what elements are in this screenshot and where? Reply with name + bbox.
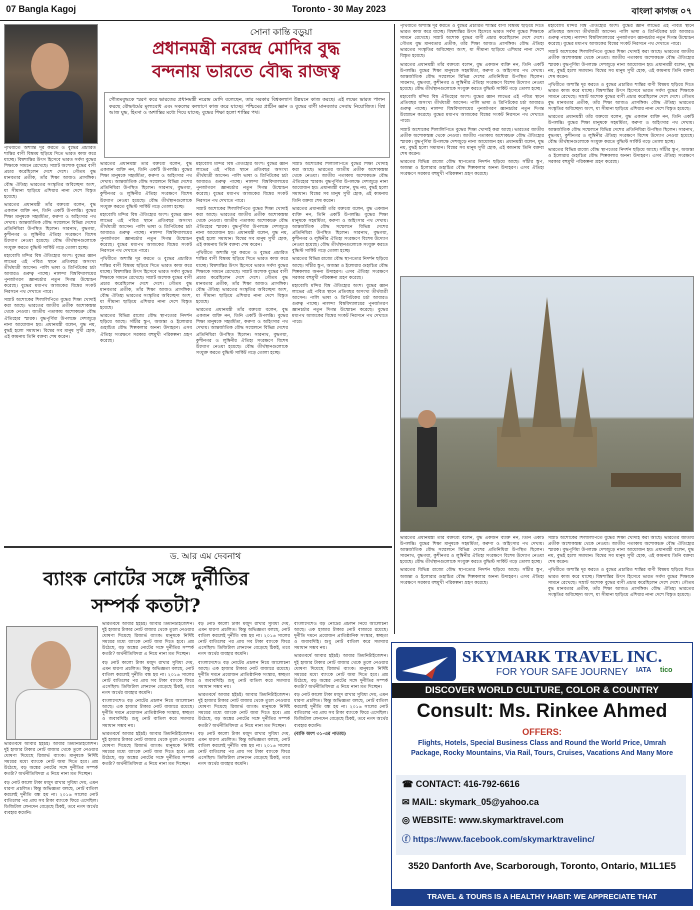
temple-small-spire-left: [501, 367, 521, 437]
page-number-left: 07 Bangla Kagoj: [6, 4, 77, 14]
facebook-row[interactable]: ⓕ https://www.facebook.com/skymarktravelinc/: [402, 834, 595, 844]
person-head: [418, 410, 436, 428]
article2-headline: [6, 566, 286, 620]
author2-photo: [6, 626, 98, 740]
temple-photo: [400, 276, 694, 532]
ad-banner: DISCOVER WORLD CULTURE, COLOR & COUNTRY: [392, 683, 692, 698]
headline-line-2: বন্দনায় ভারতে বৌদ্ধ রাজত্ব: [152, 62, 340, 82]
article-col-4: সম্রাট অশোকের শিলালিপিতে বুদ্ধের শিক্ষা খোদাই করা আছে। ভারতের জাতীয় প্রতীক অশোকস্তম্ভ থেকে নেওয়া। জাতীয় পতাকায় অশোকচক্র বৌদ্ধ ঐতিহ্যের স্মারক। বুদ্ধপূর্ণিমা উপলক্ষে দেশজুড়ে নানা আয়োজন হয়। প্রধানমন্ত্রী বলেন, যুদ্ধ নয়, বুদ্ধই হলো সমাধান। বিশ্বের সব মানুষ সুখী হোক, এই কামনায় তিনি বক্তব্য শেষ করেন। ভারতের প্রধানমন্ত্রী তাঁর বক্তব্যে বলেন, বুদ্ধ একজন ব্যক্তি নন, তিনি একটি উপলব্ধি। বুদ্ধের শিক্ষা মানুষকে সহমর্মিতা, করুণা ও অহিংসার পথ দেখায়। আন্তর্জাতিক বৌদ্ধ সম্মেলনে বিভিন্ন দেশের প্রতিনিধিরা উপস্থিত ছিলেন। সারনাথ, বুদ্ধগয়া, কুশীনগর ও লুম্বিনীর ঐতিহ্য সংরক্ষণে বিশেষ উদ্যোগ নেওয়া হয়েছে। বৌদ্ধ তীর্থস্থানগুলোকে সংযুক্ত করতে বুদ্ধিস্ট সার্কিট গড়ে তোলা হচ্ছে। ভারতের বিভিন্ন রাজ্যে বৌদ্ধ স্থাপত্যের নিদর্শন ছড়িয়ে আছে। সাঁচীর স্তূপ, অজন্তা ও ইলোরার গুহাচিত্র বৌদ্ধ শিল্পকলার অনন্য উদাহরণ। এসব ঐতিহ্য সংরক্ষণে সরকার বহুমুখী পরিকল্পনা গ্রহণ করেছে। মহাবোধি মন্দির বিশ্ব ঐতিহ্যের অংশ। বুদ্ধের জ্ঞান লাভের এই পবিত্র স্থানে প্রতিবছর অসংখ্য তীর্থযাত্রী আসেন। পালি ভাষা ও ত্রিপিটকের চর্চা আবারও গুরুত্ব পাচ্ছে। নালন্দা বিশ্ববিদ্যালয়ের পুনর্জাগরণ জ্ঞানচর্চার নতুন দিগন্ত উন্মোচন করেছে। বুদ্ধের মধ্যপথ আজকের বিশ্বের সংকট নিরসনে পথ দেখাতে পারে।: [292, 162, 388, 326]
article2-col-3: বড় নোট কালো টাকা মজুদ রাখার সুবিধা দেয়, এমন ধারণা প্রচলিত। কিন্তু অভিজ্ঞতা বলছে, নোট বাতিল করলেই দুর্নীতি বন্ধ হয় না। ২০১৬ সালের নোট বাতিলের পর প্রায় সব টাকা ব্যাংকে ফিরে এসেছিল। ডিজিটাল লেনদেন বেড়েছে ঠিকই, তবে নগদ অর্থের ব্যবহার কমেনি। বাংলাদেশেও বড় নোটের প্রচলন নিয়ে আলোচনা আছে। এক হাজার টাকার নোট বাজারে রয়েছে। দুর্নীতি দমনে প্রয়োজন প্রাতিষ্ঠানিক সংস্কার, স্বচ্ছতা ও জবাবদিহি। শুধু নোট বাতিল করে সমস্যার সমাধান সম্ভব নয়। ভারতবর্ষে আবার হইচই। আবার ডিমনিটাইজেশন। দুই হাজার টাকার নোট বাজার থেকে তুলে নেওয়ার ঘোষণা দিয়েছে রিজার্ভ ব্যাংক। মানুষকে নির্দিষ্ট সময়ের মধ্যে ব্যাংকে নোট জমা দিতে হবে। প্রশ্ন উঠেছে, বড় অঙ্কের নোটের সঙ্গে দুর্নীতির সম্পর্ক কতটা? অর্থনীতিবিদরা এ নিয়ে নানা মত দিচ্ছেন। বড় নোট কালো টাকা মজুদ রাখার সুবিধা দেয়, এমন ধারণা প্রচলিত। কিন্তু অভিজ্ঞতা বলছে, নোট বাতিল করলেই দুর্নীতি বন্ধ হয় না। ২০১৬ সালের নোট বাতিলের পর প্রায় সব টাকা ব্যাংকে ফিরে এসেছিল। ডিজিটাল লেনদেন বেড়েছে ঠিকই, তবে নগদ অর্থের ব্যবহার কমেনি।: [198, 622, 290, 768]
article2-col-4: বাংলাদেশেও বড় নোটের প্রচলন নিয়ে আলোচনা আছে। এক হাজার টাকার নোট বাজারে রয়েছে। দুর্নীতি দমনে প্রয়োজন প্রাতিষ্ঠানিক সংস্কার, স্বচ্ছতা ও জবাবদিহি। শুধু নোট বাতিল করে সমস্যার সমাধান সম্ভব নয়। ভারতবর্ষে আবার হইচই। আবার ডিমনিটাইজেশন। দুই হাজার টাকার নোট বাজার থেকে তুলে নেওয়ার ঘোষণা দিয়েছে রিজার্ভ ব্যাংক। মানুষকে নির্দিষ্ট সময়ের মধ্যে ব্যাংকে নোট জমা দিতে হবে। প্রশ্ন উঠেছে, বড় অঙ্কের নোটের সঙ্গে দুর্নীতির সম্পর্ক কতটা? অর্থনীতিবিদরা এ নিয়ে নানা মত দিচ্ছেন। বড় নোট কালো টাকা মজুদ রাখার সুবিধা দেয়, এমন ধারণা প্রচলিত। কিন্তু অভিজ্ঞতা বলছে, নোট বাতিল করলেই দুর্নীতি বন্ধ হয় না। ২০১৬ সালের নোট বাতিলের পর প্রায় সব টাকা ব্যাংকে ফিরে এসেছিল। ডিজিটাল লেনদেন বেড়েছে ঠিকই, তবে নগদ অর্থের ব্যবহার কমেনি। (বাকি অংশ ৩১-এর পাতায়): [294, 622, 388, 737]
mail-icon: ✉: [402, 797, 413, 807]
author2-shirt: [15, 689, 91, 740]
ad-contact-panel: [396, 775, 686, 855]
article2-col-2: ভারতবর্ষে আবার হইচই। আবার ডিমনিটাইজেশন। দুই হাজার টাকার নোট বাজার থেকে তুলে নেওয়ার ঘোষণা দিয়েছে রিজার্ভ ব্যাংক। মানুষকে নির্দিষ্ট সময়ের মধ্যে ব্যাংকে নোট জমা দিতে হবে। প্রশ্ন উঠেছে, বড় অঙ্কের নোটের সঙ্গে দুর্নীতির সম্পর্ক কতটা? অর্থনীতিবিদরা এ নিয়ে নানা মত দিচ্ছেন। বড় নোট কালো টাকা মজুদ রাখার সুবিধা দেয়, এমন ধারণা প্রচলিত। কিন্তু অভিজ্ঞতা বলছে, নোট বাতিল করলেই দুর্নীতি বন্ধ হয় না। ২০১৬ সালের নোট বাতিলের পর প্রায় সব টাকা ব্যাংকে ফিরে এসেছিল। ডিজিটাল লেনদেন বেড়েছে ঠিকই, তবে নগদ অর্থের ব্যবহার কমেনি। বাংলাদেশেও বড় নোটের প্রচলন নিয়ে আলোচনা আছে। এক হাজার টাকার নোট বাজারে রয়েছে। দুর্নীতি দমনে প্রয়োজন প্রাতিষ্ঠানিক সংস্কার, স্বচ্ছতা ও জবাবদিহি। শুধু নোট বাতিল করে সমস্যার সমাধান সম্ভব নয়। ভারতবর্ষে আবার হইচই। আবার ডিমনিটাইজেশন। দুই হাজার টাকার নোট বাজার থেকে তুলে নেওয়ার ঘোষণা দিয়েছে রিজার্ভ ব্যাংক। মানুষকে নির্দিষ্ট সময়ের মধ্যে ব্যাংকে নোট জমা দিতে হবে। প্রশ্ন উঠেছে, বড় অঙ্কের নোটের সঙ্গে দুর্নীতির সম্পর্ক কতটা? অর্থনীতিবিদরা এ নিয়ে নানা মত দিচ্ছেন।: [102, 622, 194, 768]
railing: [611, 473, 681, 487]
page-header: [0, 0, 700, 21]
article-col-7: ভারতের প্রধানমন্ত্রী তাঁর বক্তব্যে বলেন, বুদ্ধ একজন ব্যক্তি নন, তিনি একটি উপলব্ধি। বুদ্ধের শিক্ষা মানুষকে সহমর্মিতা, করুণা ও অহিংসার পথ দেখায়। আন্তর্জাতিক বৌদ্ধ সম্মেলনে বিভিন্ন দেশের প্রতিনিধিরা উপস্থিত ছিলেন। সারনাথ, বুদ্ধগয়া, কুশীনগর ও লুম্বিনীর ঐতিহ্য সংরক্ষণে বিশেষ উদ্যোগ নেওয়া হয়েছে। বৌদ্ধ তীর্থস্থানগুলোকে সংযুক্ত করতে বুদ্ধিস্ট সার্কিট গড়ে তোলা হচ্ছে। ভারতের বিভিন্ন রাজ্যে বৌদ্ধ স্থাপত্যের নিদর্শন ছড়িয়ে আছে। সাঁচীর স্তূপ, অজন্তা ও ইলোরার গুহাচিত্র বৌদ্ধ শিল্পকলার অনন্য উদাহরণ। এসব ঐতিহ্য সংরক্ষণে সরকার বহুমুখী পরিকল্পনা গ্রহণ করেছে।: [400, 536, 544, 586]
temple-small-spire-right: [573, 367, 593, 437]
ad-address: 3520 Danforth Ave, Scarborough, Toronto, Ontario, M1L1E5: [408, 861, 676, 872]
ad-offers-title: OFFERS:: [522, 727, 562, 737]
page-number-right: বাংলা কাগজ ০৭: [631, 6, 692, 16]
author2-face: [31, 641, 71, 689]
phone-icon: ☎: [402, 779, 416, 789]
globe-icon: ◎: [402, 815, 413, 825]
headline2-line-1: ব্যাংক নোটের সঙ্গে দুর্নীতির: [43, 568, 249, 590]
facebook-icon: ⓕ: [402, 834, 413, 844]
article-byline: সোনা কান্তি বড়ুয়া: [250, 27, 313, 37]
author-shirt: [19, 91, 83, 143]
column-divider: [394, 24, 395, 634]
article-headline: [100, 38, 392, 84]
article-intro: গৌতমবুদ্ধকে স্মরণ করে ভারতের প্রধানমন্ত্রী নরেন্দ্র মোদি বলেছেন, তার সরকার বিশ্বকল্যাণ উন্নয়নে কাজ করছে। এই লক্ষ্যে ভারত পালন করছে বৌদ্ধধর্মের মূল্যবোধ এবং সকলের কল্যাণে কাজ করে যাচ্ছে। পশ্চিমের প্রাচীন জ্ঞান ও বুদ্ধের বাণী মানবতার সেবায় নিয়োজিত। বিশ্ব আজ যুদ্ধ, হিংসা ও অশান্তির মধ্যে দিয়ে যাচ্ছে; বুদ্ধের শিক্ষা হলো শান্তির পথ।: [104, 92, 390, 158]
author-photo: [4, 24, 98, 144]
headline-line-1: প্রধানমন্ত্রী নরেন্দ্র মোদির বুদ্ধ: [152, 39, 340, 59]
ad-tagline: FOR YOUR SAFE JOURNEY: [496, 667, 629, 678]
iata-logo: IATA: [636, 667, 652, 674]
headline2-line-2: সম্পর্ক কতটা?: [91, 595, 201, 617]
skymark-logo-icon: [396, 647, 456, 681]
issue-date: Toronto - 30 May 2023: [292, 4, 386, 14]
article2-col-1: ভারতবর্ষে আবার হইচই। আবার ডিমনিটাইজেশন। দুই হাজার টাকার নোট বাজার থেকে তুলে নেওয়ার ঘোষণা দিয়েছে রিজার্ভ ব্যাংক। মানুষকে নির্দিষ্ট সময়ের মধ্যে ব্যাংকে নোট জমা দিতে হবে। প্রশ্ন উঠেছে, বড় অঙ্কের নোটের সঙ্গে দুর্নীতির সম্পর্ক কতটা? অর্থনীতিবিদরা এ নিয়ে নানা মত দিচ্ছেন। বড় নোট কালো টাকা মজুদ রাখার সুবিধা দেয়, এমন ধারণা প্রচলিত। কিন্তু অভিজ্ঞতা বলছে, নোট বাতিল করলেই দুর্নীতি বন্ধ হয় না। ২০১৬ সালের নোট বাতিলের পর প্রায় সব টাকা ব্যাংকে ফিরে এসেছিল। ডিজিটাল লেনদেন বেড়েছে ঠিকই, তবে নগদ অর্থের ব্যবহার কমেনি।: [4, 742, 98, 817]
article2-byline: ড. আর এম দেবনাথ: [170, 551, 242, 561]
article-col-3: মহাবোধি মন্দির বিশ্ব ঐতিহ্যের অংশ। বুদ্ধের জ্ঞান লাভের এই পবিত্র স্থানে প্রতিবছর অসংখ্য তীর্থযাত্রী আসেন। পালি ভাষা ও ত্রিপিটকের চর্চা আবারও গুরুত্ব পাচ্ছে। নালন্দা বিশ্ববিদ্যালয়ের পুনর্জাগরণ জ্ঞানচর্চার নতুন দিগন্ত উন্মোচন করেছে। বুদ্ধের মধ্যপথ আজকের বিশ্বের সংকট নিরসনে পথ দেখাতে পারে। সম্রাট অশোকের শিলালিপিতে বুদ্ধের শিক্ষা খোদাই করা আছে। ভারতের জাতীয় প্রতীক অশোকস্তম্ভ থেকে নেওয়া। জাতীয় পতাকায় অশোকচক্র বৌদ্ধ ঐতিহ্যের স্মারক। বুদ্ধপূর্ণিমা উপলক্ষে দেশজুড়ে নানা আয়োজন হয়। প্রধানমন্ত্রী বলেন, যুদ্ধ নয়, বুদ্ধই হলো সমাধান। বিশ্বের সব মানুষ সুখী হোক, এই কামনায় তিনি বক্তব্য শেষ করেন। পৃথিবীতে অশান্তি দূর করতে ও বুদ্ধের প্রচারিত শান্তির বাণী বিশ্বময় ছড়িয়ে দিতে ভারত কাজ করে যাচ্ছে। বিশ্বশান্তির উৎস হিসেবে ভারত সর্বদা বুদ্ধের শিক্ষাকে সামনে রেখেছে। সম্রাট অশোক বুদ্ধের বাণী প্রচার করেছিলেন দেশে দেশে। গৌতম বুদ্ধ মানবতার প্রতীক, তাঁর শিক্ষা আজও প্রাসঙ্গিক। বৌদ্ধ ঐতিহ্য ভারতের সংস্কৃতির অবিচ্ছেদ্য অংশ, যা সীমানা ছাড়িয়ে এশিয়ার নানা দেশে বিস্তৃত হয়েছে। ভারতের প্রধানমন্ত্রী তাঁর বক্তব্যে বলেন, বুদ্ধ একজন ব্যক্তি নন, তিনি একটি উপলব্ধি। বুদ্ধের শিক্ষা মানুষকে সহমর্মিতা, করুণা ও অহিংসার পথ দেখায়। আন্তর্জাতিক বৌদ্ধ সম্মেলনে বিভিন্ন দেশের প্রতিনিধিরা উপস্থিত ছিলেন। সারনাথ, বুদ্ধগয়া, কুশীনগর ও লুম্বিনীর ঐতিহ্য সংরক্ষণে বিশেষ উদ্যোগ নেওয়া হয়েছে। বৌদ্ধ তীর্থস্থানগুলোকে সংযুক্ত করতে বুদ্ধিস্ট সার্কিট গড়ে তোলা হচ্ছে।: [196, 162, 288, 356]
continued-note: (বাকি অংশ ৩১-এর পাতায়): [294, 731, 347, 737]
ad-consult: Consult: Ms. Rinkee Ahmed: [416, 701, 668, 722]
person-figure: [417, 427, 437, 507]
article-col-6: মহাবোধি মন্দির বিশ্ব ঐতিহ্যের অংশ। বুদ্ধের জ্ঞান লাভের এই পবিত্র স্থানে প্রতিবছর অসংখ্য তীর্থযাত্রী আসেন। পালি ভাষা ও ত্রিপিটকের চর্চা আবারও গুরুত্ব পাচ্ছে। নালন্দা বিশ্ববিদ্যালয়ের পুনর্জাগরণ জ্ঞানচর্চার নতুন দিগন্ত উন্মোচন করেছে। বুদ্ধের মধ্যপথ আজকের বিশ্বের সংকট নিরসনে পথ দেখাতে পারে। সম্রাট অশোকের শিলালিপিতে বুদ্ধের শিক্ষা খোদাই করা আছে। ভারতের জাতীয় প্রতীক অশোকস্তম্ভ থেকে নেওয়া। জাতীয় পতাকায় অশোকচক্র বৌদ্ধ ঐতিহ্যের স্মারক। বুদ্ধপূর্ণিমা উপলক্ষে দেশজুড়ে নানা আয়োজন হয়। প্রধানমন্ত্রী বলেন, যুদ্ধ নয়, বুদ্ধই হলো সমাধান। বিশ্বের সব মানুষ সুখী হোক, এই কামনায় তিনি বক্তব্য শেষ করেন। পৃথিবীতে অশান্তি দূর করতে ও বুদ্ধের প্রচারিত শান্তির বাণী বিশ্বময় ছড়িয়ে দিতে ভারত কাজ করে যাচ্ছে। বিশ্বশান্তির উৎস হিসেবে ভারত সর্বদা বুদ্ধের শিক্ষাকে সামনে রেখেছে। সম্রাট অশোক বুদ্ধের বাণী প্রচার করেছিলেন দেশে দেশে। গৌতম বুদ্ধ মানবতার প্রতীক, তাঁর শিক্ষা আজও প্রাসঙ্গিক। বৌদ্ধ ঐতিহ্য ভারতের সংস্কৃতির অবিচ্ছেদ্য অংশ, যা সীমানা ছাড়িয়ে এশিয়ার নানা দেশে বিস্তৃত হয়েছে। ভারতের প্রধানমন্ত্রী তাঁর বক্তব্যে বলেন, বুদ্ধ একজন ব্যক্তি নন, তিনি একটি উপলব্ধি। বুদ্ধের শিক্ষা মানুষকে সহমর্মিতা, করুণা ও অহিংসার পথ দেখায়। আন্তর্জাতিক বৌদ্ধ সম্মেলনে বিভিন্ন দেশের প্রতিনিধিরা উপস্থিত ছিলেন। সারনাথ, বুদ্ধগয়া, কুশীনগর ও লুম্বিনীর ঐতিহ্য সংরক্ষণে বিশেষ উদ্যোগ নেওয়া হয়েছে। বৌদ্ধ তীর্থস্থানগুলোকে সংযুক্ত করতে বুদ্ধিস্ট সার্কিট গড়ে তোলা হচ্ছে। ভারতের বিভিন্ন রাজ্যে বৌদ্ধ স্থাপত্যের নিদর্শন ছড়িয়ে আছে। সাঁচীর স্তূপ, অজন্তা ও ইলোরার গুহাচিত্র বৌদ্ধ শিল্পকলার অনন্য উদাহরণ। এসব ঐতিহ্য সংরক্ষণে সরকার বহুমুখী পরিকল্পনা গ্রহণ করেছে।: [548, 24, 694, 165]
ad-company: SKYMARK TRAVEL INC.: [462, 647, 663, 666]
section-rule: [4, 546, 392, 548]
tico-logo: tico: [660, 667, 673, 674]
author-face: [31, 43, 69, 89]
mail-row[interactable]: ✉ MAIL: skymark_05@yahoo.ca: [402, 797, 539, 807]
contact-row: ☎ CONTACT: 416-792-6616: [402, 779, 520, 789]
skymark-ad: [391, 642, 693, 906]
website-row[interactable]: ◎ WEBSITE: www.skymarktravel.com: [402, 815, 564, 825]
article-col-5: পৃথিবীতে অশান্তি দূর করতে ও বুদ্ধের প্রচারিত শান্তির বাণী বিশ্বময় ছড়িয়ে দিতে ভারত কাজ করে যাচ্ছে। বিশ্বশান্তির উৎস হিসেবে ভারত সর্বদা বুদ্ধের শিক্ষাকে সামনে রেখেছে। সম্রাট অশোক বুদ্ধের বাণী প্রচার করেছিলেন দেশে দেশে। গৌতম বুদ্ধ মানবতার প্রতীক, তাঁর শিক্ষা আজও প্রাসঙ্গিক। বৌদ্ধ ঐতিহ্য ভারতের সংস্কৃতির অবিচ্ছেদ্য অংশ, যা সীমানা ছাড়িয়ে এশিয়ার নানা দেশে বিস্তৃত হয়েছে। ভারতের প্রধানমন্ত্রী তাঁর বক্তব্যে বলেন, বুদ্ধ একজন ব্যক্তি নন, তিনি একটি উপলব্ধি। বুদ্ধের শিক্ষা মানুষকে সহমর্মিতা, করুণা ও অহিংসার পথ দেখায়। আন্তর্জাতিক বৌদ্ধ সম্মেলনে বিভিন্ন দেশের প্রতিনিধিরা উপস্থিত ছিলেন। সারনাথ, বুদ্ধগয়া, কুশীনগর ও লুম্বিনীর ঐতিহ্য সংরক্ষণে বিশেষ উদ্যোগ নেওয়া হয়েছে। বৌদ্ধ তীর্থস্থানগুলোকে সংযুক্ত করতে বুদ্ধিস্ট সার্কিট গড়ে তোলা হচ্ছে। মহাবোধি মন্দির বিশ্ব ঐতিহ্যের অংশ। বুদ্ধের জ্ঞান লাভের এই পবিত্র স্থানে প্রতিবছর অসংখ্য তীর্থযাত্রী আসেন। পালি ভাষা ও ত্রিপিটকের চর্চা আবারও গুরুত্ব পাচ্ছে। নালন্দা বিশ্ববিদ্যালয়ের পুনর্জাগরণ জ্ঞানচর্চার নতুন দিগন্ত উন্মোচন করেছে। বুদ্ধের মধ্যপথ আজকের বিশ্বের সংকট নিরসনে পথ দেখাতে পারে। সম্রাট অশোকের শিলালিপিতে বুদ্ধের শিক্ষা খোদাই করা আছে। ভারতের জাতীয় প্রতীক অশোকস্তম্ভ থেকে নেওয়া। জাতীয় পতাকায় অশোকচক্র বৌদ্ধ ঐতিহ্যের স্মারক। বুদ্ধপূর্ণিমা উপলক্ষে দেশজুড়ে নানা আয়োজন হয়। প্রধানমন্ত্রী বলেন, যুদ্ধ নয়, বুদ্ধই হলো সমাধান। বিশ্বের সব মানুষ সুখী হোক, এই কামনায় তিনি বক্তব্য শেষ করেন। ভারতের বিভিন্ন রাজ্যে বৌদ্ধ স্থাপত্যের নিদর্শন ছড়িয়ে আছে। সাঁচীর স্তূপ, অজন্তা ও ইলোরার গুহাচিত্র বৌদ্ধ শিল্পকলার অনন্য উদাহরণ। এসব ঐতিহ্য সংরক্ষণে সরকার বহুমুখী পরিকল্পনা গ্রহণ করেছে।: [400, 24, 544, 178]
article-col-8: সম্রাট অশোকের শিলালিপিতে বুদ্ধের শিক্ষা খোদাই করা আছে। ভারতের জাতীয় প্রতীক অশোকস্তম্ভ থেকে নেওয়া। জাতীয় পতাকায় অশোকচক্র বৌদ্ধ ঐতিহ্যের স্মারক। বুদ্ধপূর্ণিমা উপলক্ষে দেশজুড়ে নানা আয়োজন হয়। প্রধানমন্ত্রী বলেন, যুদ্ধ নয়, বুদ্ধই হলো সমাধান। বিশ্বের সব মানুষ সুখী হোক, এই কামনায় তিনি বক্তব্য শেষ করেন। পৃথিবীতে অশান্তি দূর করতে ও বুদ্ধের প্রচারিত শান্তির বাণী বিশ্বময় ছড়িয়ে দিতে ভারত কাজ করে যাচ্ছে। বিশ্বশান্তির উৎস হিসেবে ভারত সর্বদা বুদ্ধের শিক্ষাকে সামনে রেখেছে। সম্রাট অশোক বুদ্ধের বাণী প্রচার করেছিলেন দেশে দেশে। গৌতম বুদ্ধ মানবতার প্রতীক, তাঁর শিক্ষা আজও প্রাসঙ্গিক। বৌদ্ধ ঐতিহ্য ভারতের সংস্কৃতির অবিচ্ছেদ্য অংশ, যা সীমানা ছাড়িয়ে এশিয়ার নানা দেশে বিস্তৃত হয়েছে।: [548, 536, 694, 598]
ad-footer: TRAVEL & TOURS IS A HEALTHY HABIT: WE APPRECIATE THAT: [392, 889, 692, 905]
temple-illustration: [401, 277, 693, 531]
article-col-2: ভারতের প্রধানমন্ত্রী তাঁর বক্তব্যে বলেন, বুদ্ধ একজন ব্যক্তি নন, তিনি একটি উপলব্ধি। বুদ্ধের শিক্ষা মানুষকে সহমর্মিতা, করুণা ও অহিংসার পথ দেখায়। আন্তর্জাতিক বৌদ্ধ সম্মেলনে বিভিন্ন দেশের প্রতিনিধিরা উপস্থিত ছিলেন। সারনাথ, বুদ্ধগয়া, কুশীনগর ও লুম্বিনীর ঐতিহ্য সংরক্ষণে বিশেষ উদ্যোগ নেওয়া হয়েছে। বৌদ্ধ তীর্থস্থানগুলোকে সংযুক্ত করতে বুদ্ধিস্ট সার্কিট গড়ে তোলা হচ্ছে। মহাবোধি মন্দির বিশ্ব ঐতিহ্যের অংশ। বুদ্ধের জ্ঞান লাভের এই পবিত্র স্থানে প্রতিবছর অসংখ্য তীর্থযাত্রী আসেন। পালি ভাষা ও ত্রিপিটকের চর্চা আবারও গুরুত্ব পাচ্ছে। নালন্দা বিশ্ববিদ্যালয়ের পুনর্জাগরণ জ্ঞানচর্চার নতুন দিগন্ত উন্মোচন করেছে। বুদ্ধের মধ্যপথ আজকের বিশ্বের সংকট নিরসনে পথ দেখাতে পারে। পৃথিবীতে অশান্তি দূর করতে ও বুদ্ধের প্রচারিত শান্তির বাণী বিশ্বময় ছড়িয়ে দিতে ভারত কাজ করে যাচ্ছে। বিশ্বশান্তির উৎস হিসেবে ভারত সর্বদা বুদ্ধের শিক্ষাকে সামনে রেখেছে। সম্রাট অশোক বুদ্ধের বাণী প্রচার করেছিলেন দেশে দেশে। গৌতম বুদ্ধ মানবতার প্রতীক, তাঁর শিক্ষা আজও প্রাসঙ্গিক। বৌদ্ধ ঐতিহ্য ভারতের সংস্কৃতির অবিচ্ছেদ্য অংশ, যা সীমানা ছাড়িয়ে এশিয়ার নানা দেশে বিস্তৃত হয়েছে। ভারতের বিভিন্ন রাজ্যে বৌদ্ধ স্থাপত্যের নিদর্শন ছড়িয়ে আছে। সাঁচীর স্তূপ, অজন্তা ও ইলোরার গুহাচিত্র বৌদ্ধ শিল্পকলার অনন্য উদাহরণ। এসব ঐতিহ্য সংরক্ষণে সরকার বহুমুখী পরিকল্পনা গ্রহণ করেছে।: [100, 162, 192, 344]
ad-offers-text: Flights, Hotels, Special Business Class and Round the World Price, Umrah Package, Rocky Mountains, Via Rail, Tours, Cruises, Vacations And Many More: [410, 740, 674, 757]
article-col-1: পৃথিবীতে অশান্তি দূর করতে ও বুদ্ধের প্রচারিত শান্তির বাণী বিশ্বময় ছড়িয়ে দিতে ভারত কাজ করে যাচ্ছে। বিশ্বশান্তির উৎস হিসেবে ভারত সর্বদা বুদ্ধের শিক্ষাকে সামনে রেখেছে। সম্রাট অশোক বুদ্ধের বাণী প্রচার করেছিলেন দেশে দেশে। গৌতম বুদ্ধ মানবতার প্রতীক, তাঁর শিক্ষা আজও প্রাসঙ্গিক। বৌদ্ধ ঐতিহ্য ভারতের সংস্কৃতির অবিচ্ছেদ্য অংশ, যা সীমানা ছাড়িয়ে এশিয়ার নানা দেশে বিস্তৃত হয়েছে। ভারতের প্রধানমন্ত্রী তাঁর বক্তব্যে বলেন, বুদ্ধ একজন ব্যক্তি নন, তিনি একটি উপলব্ধি। বুদ্ধের শিক্ষা মানুষকে সহমর্মিতা, করুণা ও অহিংসার পথ দেখায়। আন্তর্জাতিক বৌদ্ধ সম্মেলনে বিভিন্ন দেশের প্রতিনিধিরা উপস্থিত ছিলেন। সারনাথ, বুদ্ধগয়া, কুশীনগর ও লুম্বিনীর ঐতিহ্য সংরক্ষণে বিশেষ উদ্যোগ নেওয়া হয়েছে। বৌদ্ধ তীর্থস্থানগুলোকে সংযুক্ত করতে বুদ্ধিস্ট সার্কিট গড়ে তোলা হচ্ছে। মহাবোধি মন্দির বিশ্ব ঐতিহ্যের অংশ। বুদ্ধের জ্ঞান লাভের এই পবিত্র স্থানে প্রতিবছর অসংখ্য তীর্থযাত্রী আসেন। পালি ভাষা ও ত্রিপিটকের চর্চা আবারও গুরুত্ব পাচ্ছে। নালন্দা বিশ্ববিদ্যালয়ের পুনর্জাগরণ জ্ঞানচর্চার নতুন দিগন্ত উন্মোচন করেছে। বুদ্ধের মধ্যপথ আজকের বিশ্বের সংকট নিরসনে পথ দেখাতে পারে। সম্রাট অশোকের শিলালিপিতে বুদ্ধের শিক্ষা খোদাই করা আছে। ভারতের জাতীয় প্রতীক অশোকস্তম্ভ থেকে নেওয়া। জাতীয় পতাকায় অশোকচক্র বৌদ্ধ ঐতিহ্যের স্মারক। বুদ্ধপূর্ণিমা উপলক্ষে দেশজুড়ে নানা আয়োজন হয়। প্রধানমন্ত্রী বলেন, যুদ্ধ নয়, বুদ্ধই হলো সমাধান। বিশ্বের সব মানুষ সুখী হোক, এই কামনায় তিনি বক্তব্য শেষ করেন।: [4, 146, 96, 340]
